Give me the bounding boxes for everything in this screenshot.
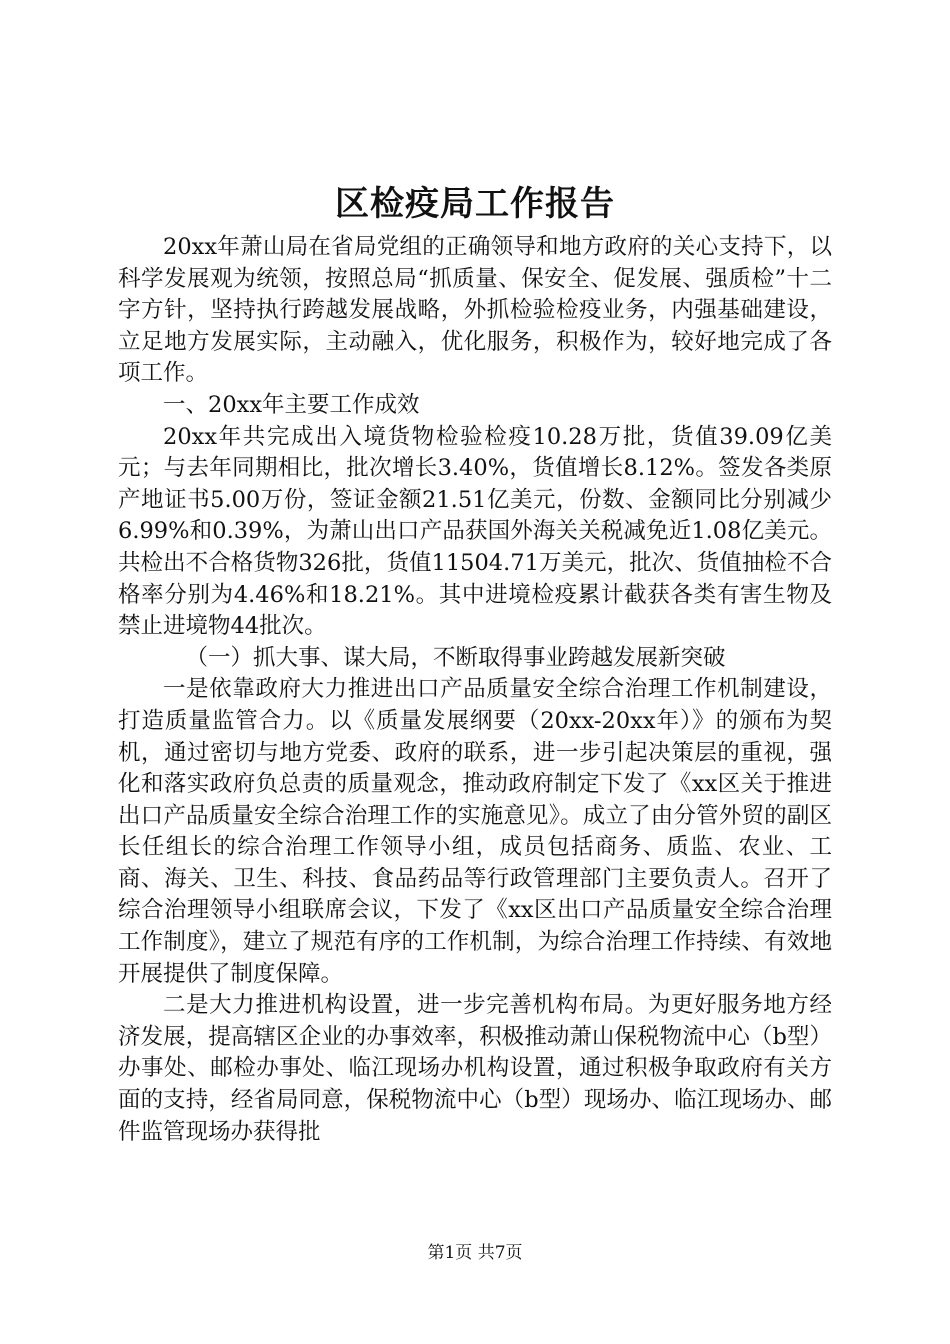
body-paragraph: 一是依靠政府大力推进出口产品质量安全综合治理工作机制建设，打造质量监管合力。以《质量发展纲要（20xx-20xx年）》的颁布为契机，通过密切与地方党委、政府的联系，进一步引起决策层的重视，强化和落实政府负总责的质量观念，推动政府制定下发了《xx区关于推进出口产品质量安全综合治理工作的实施意见》。成立了由分管外贸的副区长任组长的综合治理工作领导小组，成员包括商务、质监、农业、工商、海关、卫生、科技、食品药品等行政管理部门主要负责人。召开了综合治理领导小组联席会议，下发了《xx区出口产品质量安全综合治理工作制度》，建立了规范有序的工作机制，为综合治理工作持续、有效地开展提供了制度保障。 bbox=[118, 676, 832, 987]
section-heading: 一、20xx年主要工作成效 bbox=[163, 391, 420, 418]
document-title: 区检疫局工作报告 bbox=[335, 184, 615, 224]
page-number-footer: 第1页 共7页 bbox=[427, 1243, 523, 1263]
intro-paragraph: 20xx年萧山局在省局党组的正确领导和地方政府的关心支持下，以科学发展观为统领，按照总局“抓质量、保安全、促发展、强质检”十二字方针，坚持执行跨越发展战略，外抓检验检疫业务，内强基础建设，立足地方发展实际，主动融入，优化服务，积极作为，较好地完成了各项工作。 bbox=[118, 234, 832, 387]
subsection-heading: （一）抓大事、谋大局，不断取得事业跨越发展新突破 bbox=[185, 644, 726, 671]
results-paragraph: 20xx年共完成出入境货物检验检疫10.28万批，货值39.09亿美元；与去年同期相比，批次增长3.40%，货值增长8.12%。签发各类原产地证书5.00万份，签证金额21.51亿美元，份数、金额同比分别减少6.99%和0.39%，为萧山出口产品获国外海关关税减免近1.08亿美元。共检出不合格货物326批，货值11504.71万美元，批次、货值抽检不合格率分别为4.46%和18.21%。其中进境检疫累计截获各类有害生物及禁止进境物44批次。 bbox=[118, 423, 832, 640]
body-paragraph: 二是大力推进机构设置，进一步完善机构布局。为更好服务地方经济发展，提高辖区企业的办事效率，积极推动萧山保税物流中心（b型）办事处、邮检办事处、临江现场办机构设置，通过积极争取政府有关方面的支持，经省局同意，保税物流中心（b型）现场办、临江现场办、邮件监管现场办获得批 bbox=[118, 992, 832, 1145]
document-body bbox=[118, 232, 832, 1148]
